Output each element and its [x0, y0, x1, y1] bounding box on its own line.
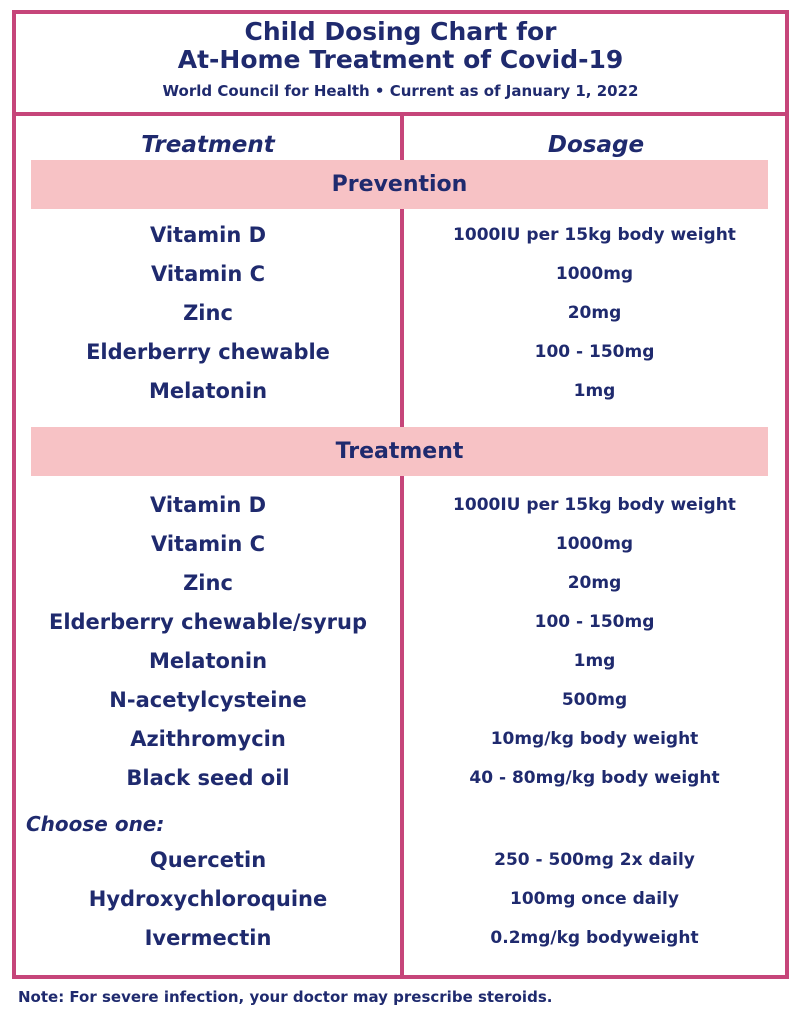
chart-header [16, 14, 785, 116]
choose-one-label: Choose one: [26, 812, 165, 836]
column-header-treatment: Treatment [141, 132, 275, 158]
treatment-dose: 0.2mg/kg bodyweight [490, 928, 699, 948]
treatment-dose: 500mg [561, 690, 628, 710]
treatment-name: Vitamin D [149, 493, 267, 517]
treatment-name: Black seed oil [126, 766, 290, 790]
treatment-dose: 40 - 80mg/kg body weight [469, 768, 720, 788]
chart-title-line-2: At-Home Treatment of Covid-19 [177, 45, 624, 74]
treatment-name: N-acetylcysteine [109, 688, 307, 712]
table-row [16, 217, 785, 253]
treatment-dose: 1mg [573, 651, 616, 671]
column-header-dosage: Dosage [547, 132, 645, 158]
treatment-name: Hydroxychloroquine [88, 887, 328, 911]
treatment-dose: 250 - 500mg 2x daily [494, 850, 695, 870]
dosing-chart-table [12, 10, 789, 979]
table-row [16, 373, 785, 409]
table-row [16, 334, 785, 370]
table-row [16, 526, 785, 562]
treatment-name: Melatonin [148, 649, 268, 673]
treatment-name: Vitamin D [149, 223, 267, 247]
treatment-dose: 10mg/kg body weight [490, 729, 699, 749]
table-row [16, 643, 785, 679]
treatment-dose: 1mg [573, 381, 616, 401]
table-row [16, 256, 785, 292]
treatment-dose: 100mg once daily [510, 889, 679, 909]
table-row [16, 721, 785, 757]
table-row [16, 295, 785, 331]
table-row [16, 604, 785, 640]
section-header-prevention: Prevention [31, 160, 768, 209]
treatment-name: Ivermectin [144, 926, 272, 950]
treatment-name: Vitamin C [150, 532, 266, 556]
treatment-dose: 1000mg [555, 534, 634, 554]
table-row [16, 682, 785, 718]
treatment-dose: 20mg [567, 303, 622, 323]
chart-subtitle: World Council for Health • Current as of January 1, 2022 [162, 82, 639, 100]
table-row [16, 760, 785, 796]
table-row [16, 881, 785, 917]
table-row [16, 487, 785, 523]
treatment-name: Zinc [183, 301, 233, 325]
treatment-name: Zinc [183, 571, 233, 595]
treatment-dose: 1000IU per 15kg body weight [453, 225, 736, 245]
table-row [16, 565, 785, 601]
table-row [16, 920, 785, 956]
section-header-treatment: Treatment [31, 427, 768, 476]
treatment-name: Vitamin C [150, 262, 266, 286]
treatment-dose: 1000mg [555, 264, 634, 284]
treatment-dose: 20mg [567, 573, 622, 593]
treatment-dose: 100 - 150mg [534, 342, 655, 362]
footnote: Note: For severe infection, your doctor may prescribe steroids. [18, 988, 553, 1006]
treatment-name: Elderberry chewable [86, 340, 330, 364]
table-row [16, 842, 785, 878]
treatment-dose: 1000IU per 15kg body weight [453, 495, 736, 515]
chart-title-line-1: Child Dosing Chart for [244, 17, 557, 46]
treatment-name: Quercetin [149, 848, 267, 872]
treatment-name: Azithromycin [130, 727, 286, 751]
treatment-name: Melatonin [148, 379, 268, 403]
treatment-dose: 100 - 150mg [534, 612, 655, 632]
treatment-name: Elderberry chewable/syrup [48, 610, 368, 634]
